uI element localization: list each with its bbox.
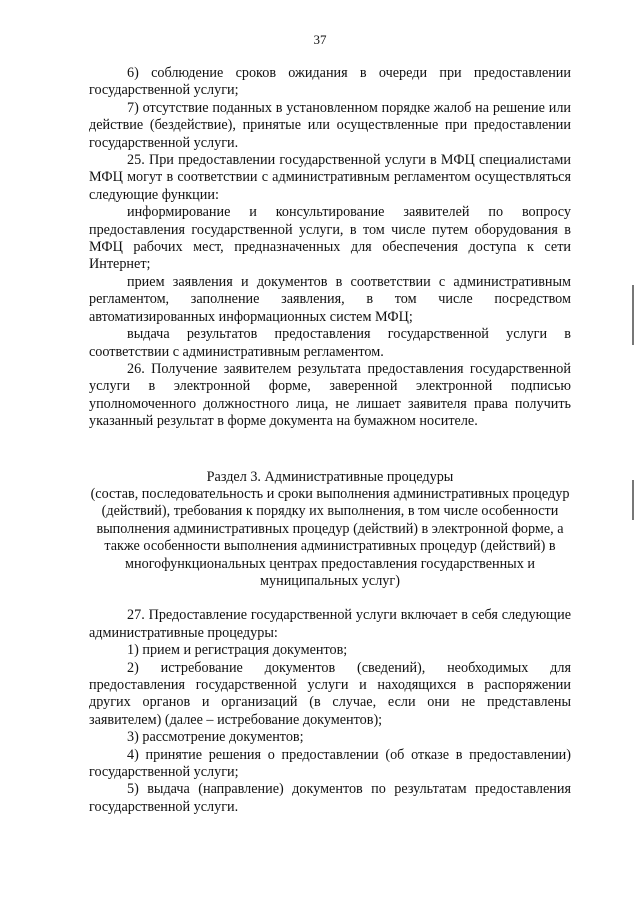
procedure-2: 2) истребование документов (сведений), необходимых для предоставления государственной услуги и находящихся в распоряжении других органов и организаций (в случае, если они не представлены заявителем) (далее – истребование документов); (89, 659, 571, 728)
function-informing: информирование и консультирование заявителей по вопросу предоставления государственной услуги, в том числе путем оборудования в МФЦ рабочих мест, предназначенных для обеспечения доступа к сети Интернет; (89, 204, 571, 273)
section-title: Раздел 3. Административные процедуры (206, 468, 454, 485)
page-body (89, 65, 571, 816)
procedure-3: 3) рассмотрение документов; (127, 729, 304, 746)
item-7: 7) отсутствие поданных в установленном порядке жалоб на решение или действие (бездействие), принятые или осуществленные при предоставлении государственной услуги. (89, 99, 571, 151)
procedure-1: 1) прием и регистрация документов; (127, 642, 348, 659)
page-number: 37 (313, 32, 327, 47)
section-subtitle: (состав, последовательность и сроки выполнения административных процедур (действий), требования к порядку их выполнения, в том числе особенности выполнения административных процедур (действий) в электронной форме, а также особенности выполнения административных процедур (действий) в многофункциональных центрах предоставления государственных и муниципальных услуг) (90, 485, 570, 589)
procedure-5: 5) выдача (направление) документов по результатам предоставления государственной услуги. (89, 781, 571, 815)
paragraph-26: 26. Получение заявителем результата предоставления государственной услуги в электронной форме, заверенной электронной подписью уполномоченного должностного лица, не лишает заявителя права получить указанный результат в форме документа на бумажном носителе. (89, 360, 571, 430)
function-receiving: прием заявления и документов в соответствии с административным регламентом, заполнение заявления, в том числе посредством автоматизированных информационных систем МФЦ; (89, 273, 571, 325)
procedure-4: 4) принятие решения о предоставлении (об отказе в предоставлении) государственной услуги; (89, 746, 571, 781)
function-issuing: выдача результатов предоставления государственной услуги в соответствии с административным регламентом. (89, 326, 571, 360)
scan-edge-mark (632, 285, 634, 345)
paragraph-27: 27. Предоставление государственной услуги включает в себя следующие административные процедуры: (89, 607, 571, 641)
scan-edge-mark (632, 480, 634, 520)
paragraph-25: 25. При предоставлении государственной услуги в МФЦ специалистами МФЦ могут в соответствии с административным регламентом осуществляться следующие функции: (89, 152, 571, 203)
item-6: 6) соблюдение сроков ожидания в очереди при предоставлении государственной услуги; (89, 65, 571, 99)
